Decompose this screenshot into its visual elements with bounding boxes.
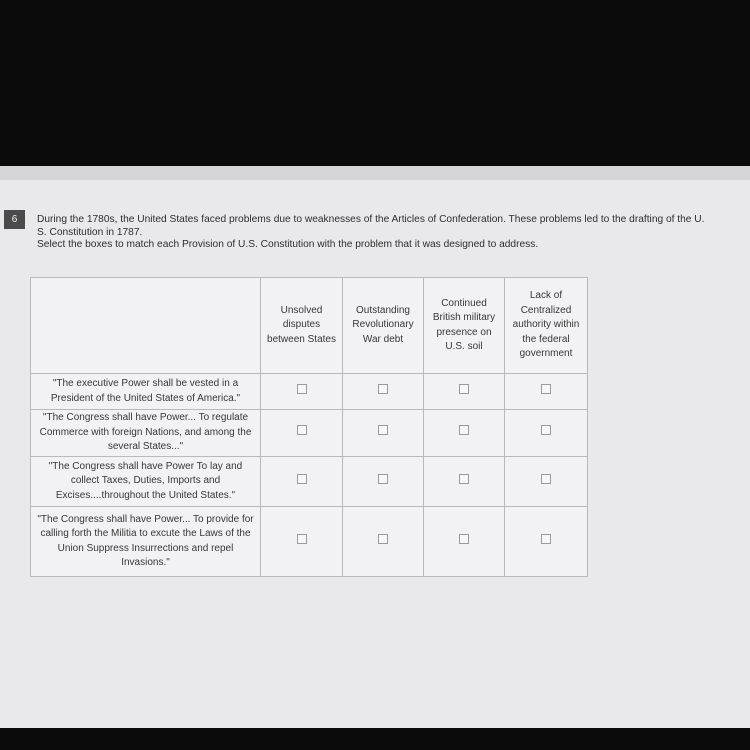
question-prompt: [37, 214, 707, 252]
column-header-central-authority: Lack of Centralized authority within the federal government: [505, 278, 588, 374]
checkbox-r1-c1[interactable]: [297, 384, 307, 394]
prompt-line-2: Select the boxes to match each Provision of U.S. Constitution with the problem that it was designed to address.: [37, 239, 539, 250]
checkbox-r3-c2[interactable]: [378, 474, 388, 484]
checkbox-r1-c3[interactable]: [459, 384, 469, 394]
column-header-war-debt: Outstanding Revolutionary War debt: [343, 278, 424, 374]
checkbox-r3-c4[interactable]: [541, 474, 551, 484]
column-header-british-presence: Continued British military presence on U.S. soil: [424, 278, 505, 374]
provision-executive-power: "The executive Power shall be vested in a President of the United States of America.": [31, 374, 261, 410]
checkbox-r3-c1[interactable]: [297, 474, 307, 484]
question-screen: [0, 166, 750, 728]
checkbox-r1-c2[interactable]: [378, 384, 388, 394]
prompt-line-1: During the 1780s, the United States faced problems due to weaknesses of the Articles of Confederation. These problems led to the drafting of the U. S. Constitution in 1787.: [37, 214, 705, 238]
checkbox-r3-c3[interactable]: [459, 474, 469, 484]
checkbox-r2-c2[interactable]: [378, 425, 388, 435]
checkbox-r1-c4[interactable]: [541, 384, 551, 394]
header-row: [31, 278, 588, 374]
table-row: [31, 374, 588, 410]
table-row: [31, 507, 588, 577]
question-number-badge: 6: [4, 210, 25, 229]
table-row: [31, 457, 588, 507]
corner-cell: [31, 278, 261, 374]
top-strip: [0, 166, 750, 180]
checkbox-r2-c3[interactable]: [459, 425, 469, 435]
checkbox-r4-c1[interactable]: [297, 534, 307, 544]
checkbox-r4-c4[interactable]: [541, 534, 551, 544]
column-header-disputes: Unsolved disputes between States: [261, 278, 343, 374]
checkbox-r2-c4[interactable]: [541, 425, 551, 435]
matching-table: [30, 277, 588, 577]
provision-regulate-commerce: "The Congress shall have Power... To regulate Commerce with foreign Nations, and among the several States...": [31, 410, 261, 457]
checkbox-r4-c3[interactable]: [459, 534, 469, 544]
checkbox-r2-c1[interactable]: [297, 425, 307, 435]
provision-lay-taxes: "The Congress shall have Power To lay and collect Taxes, Duties, Imports and Excises....throughout the United States.": [31, 457, 261, 507]
table-row: [31, 410, 588, 457]
provision-militia: "The Congress shall have Power... To provide for calling forth the Militia to excute the Laws of the Union Suppress Insurrections and repel Invasions.": [31, 507, 261, 577]
checkbox-r4-c2[interactable]: [378, 534, 388, 544]
